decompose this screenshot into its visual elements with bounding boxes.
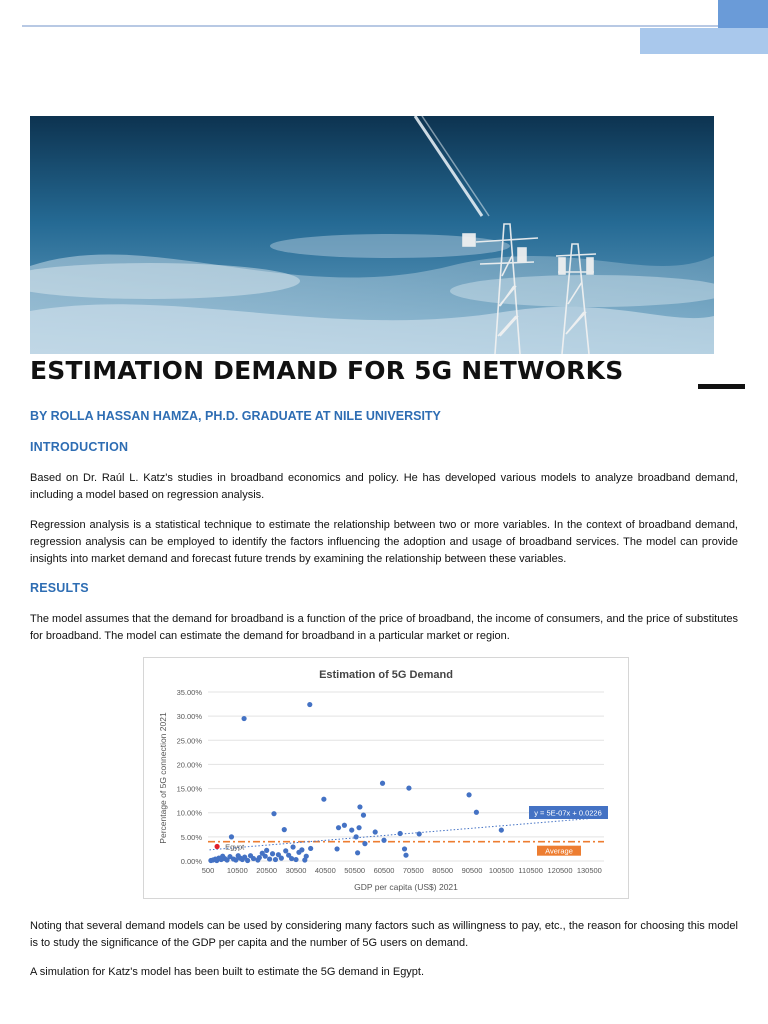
average-label: Average	[545, 846, 573, 856]
data-point	[402, 846, 407, 851]
data-point	[290, 844, 295, 849]
byline: BY ROLLA HASSAN HAMZA, PH.D. GRADUATE AT NILE UNIVERSITY	[30, 409, 441, 423]
data-point	[321, 797, 326, 802]
data-point	[283, 848, 288, 853]
x-tick-label: 120500	[547, 866, 573, 875]
data-point	[356, 825, 361, 830]
y-tick-label: 20.00%	[176, 760, 202, 770]
data-point	[499, 827, 504, 832]
x-tick-label: 30500	[285, 866, 307, 875]
y-tick-label: 0.00%	[180, 857, 202, 866]
data-point	[241, 716, 246, 721]
data-point	[342, 823, 347, 828]
data-point	[270, 851, 275, 856]
egypt-label: Egypt	[225, 842, 245, 852]
data-point	[282, 827, 287, 832]
egypt-point	[214, 844, 219, 849]
y-tick-label: 35.00%	[176, 688, 202, 697]
data-point	[403, 853, 408, 858]
x-tick-label: 40500	[314, 866, 336, 875]
data-point	[380, 781, 385, 786]
x-tick-label: 130500	[576, 866, 602, 875]
x-tick-label: 100500	[488, 866, 514, 875]
y-tick-label: 15.00%	[176, 784, 202, 794]
data-point	[293, 857, 298, 862]
paragraph-results-2: Noting that several demand models can be used by considering many factors such as willingness to pay, etc., the reason for choosing this model is to study the significance of the GDP per capita and the number of 5G users on demand.	[30, 920, 738, 949]
x-tick-label: 20500	[256, 866, 278, 875]
data-point	[362, 841, 367, 846]
data-point	[289, 856, 294, 861]
scatter-chart	[143, 657, 629, 899]
data-point	[251, 856, 256, 861]
x-tick-label: 50500	[344, 866, 366, 875]
y-tick-label: 30.00%	[176, 712, 202, 722]
data-point	[474, 810, 479, 815]
header-accent-block	[718, 0, 768, 28]
data-point	[349, 827, 354, 832]
data-point	[229, 834, 234, 839]
chart-title: Estimation of 5G Demand	[319, 669, 453, 681]
paragraph-intro-1: Based on Dr. Raúl L. Katz's studies in broadband economics and policy. He has developed various models to analyze broadband demand, including a model based on regression analysis.	[30, 472, 738, 501]
article-title: ESTIMATION DEMAND FOR 5G NETWORKS	[30, 356, 624, 385]
data-point	[257, 855, 262, 860]
data-point	[279, 856, 284, 861]
paragraph-results-1: The model assumes that the demand for broadband is a function of the price of broadband, the income of consumers, and the price of substitutes for broadband. The model can estimate the demand for broadband in a particular market or region.	[30, 613, 738, 642]
data-point	[361, 813, 366, 818]
x-tick-label: 70500	[402, 866, 424, 875]
data-point	[308, 846, 313, 851]
data-point	[334, 846, 339, 851]
data-point	[355, 850, 360, 855]
data-point	[299, 847, 304, 852]
data-point	[373, 829, 378, 834]
data-point	[263, 854, 268, 859]
banner-image-cell-towers	[30, 116, 714, 354]
section-heading-introduction: INTRODUCTION	[30, 440, 129, 454]
data-point	[417, 831, 422, 836]
x-tick-label: 90500	[461, 866, 483, 875]
section-heading-results: RESULTS	[30, 581, 89, 595]
paragraph-intro-2: Regression analysis is a statistical technique to estimate the relationship between two or more variables. In the context of broadband demand, regression analysis can be employed to identify the factors influencing the adoption and usage of broadband services. The model can provide insights into market demand and forecast future trends by examining the relationship between these variables.	[30, 519, 738, 565]
x-tick-label: 500	[201, 866, 215, 875]
y-axis-title: Percentage of 5G connection 2021	[158, 712, 168, 844]
title-decoration-bar	[698, 384, 745, 389]
data-point	[406, 785, 411, 790]
data-point	[381, 838, 386, 843]
data-point	[264, 848, 269, 853]
data-point	[466, 792, 471, 797]
data-point	[304, 854, 309, 859]
x-axis-title: GDP per capita (US$) 2021	[354, 882, 458, 892]
x-tick-label: 60500	[373, 866, 395, 875]
data-point	[273, 857, 278, 862]
y-tick-label: 25.00%	[176, 736, 202, 746]
data-point	[357, 804, 362, 809]
y-tick-label: 10.00%	[176, 808, 202, 818]
data-point	[398, 831, 403, 836]
data-point	[245, 858, 250, 863]
header-rule	[22, 25, 762, 27]
data-point	[307, 702, 312, 707]
trendline-equation: y = 5E-07x + 0.0226	[534, 808, 602, 818]
data-point	[267, 856, 272, 861]
data-point	[271, 811, 276, 816]
x-tick-label: 110500	[518, 866, 543, 875]
paragraph-results-3: A simulation for Katz's model has been built to estimate the 5G demand in Egypt.	[30, 966, 425, 978]
y-tick-label: 5.00%	[180, 832, 202, 842]
header-accent-block-light	[640, 28, 768, 54]
x-tick-label: 80500	[432, 866, 454, 875]
x-tick-label: 10500	[226, 866, 248, 875]
data-point	[354, 834, 359, 839]
data-point	[336, 825, 341, 830]
